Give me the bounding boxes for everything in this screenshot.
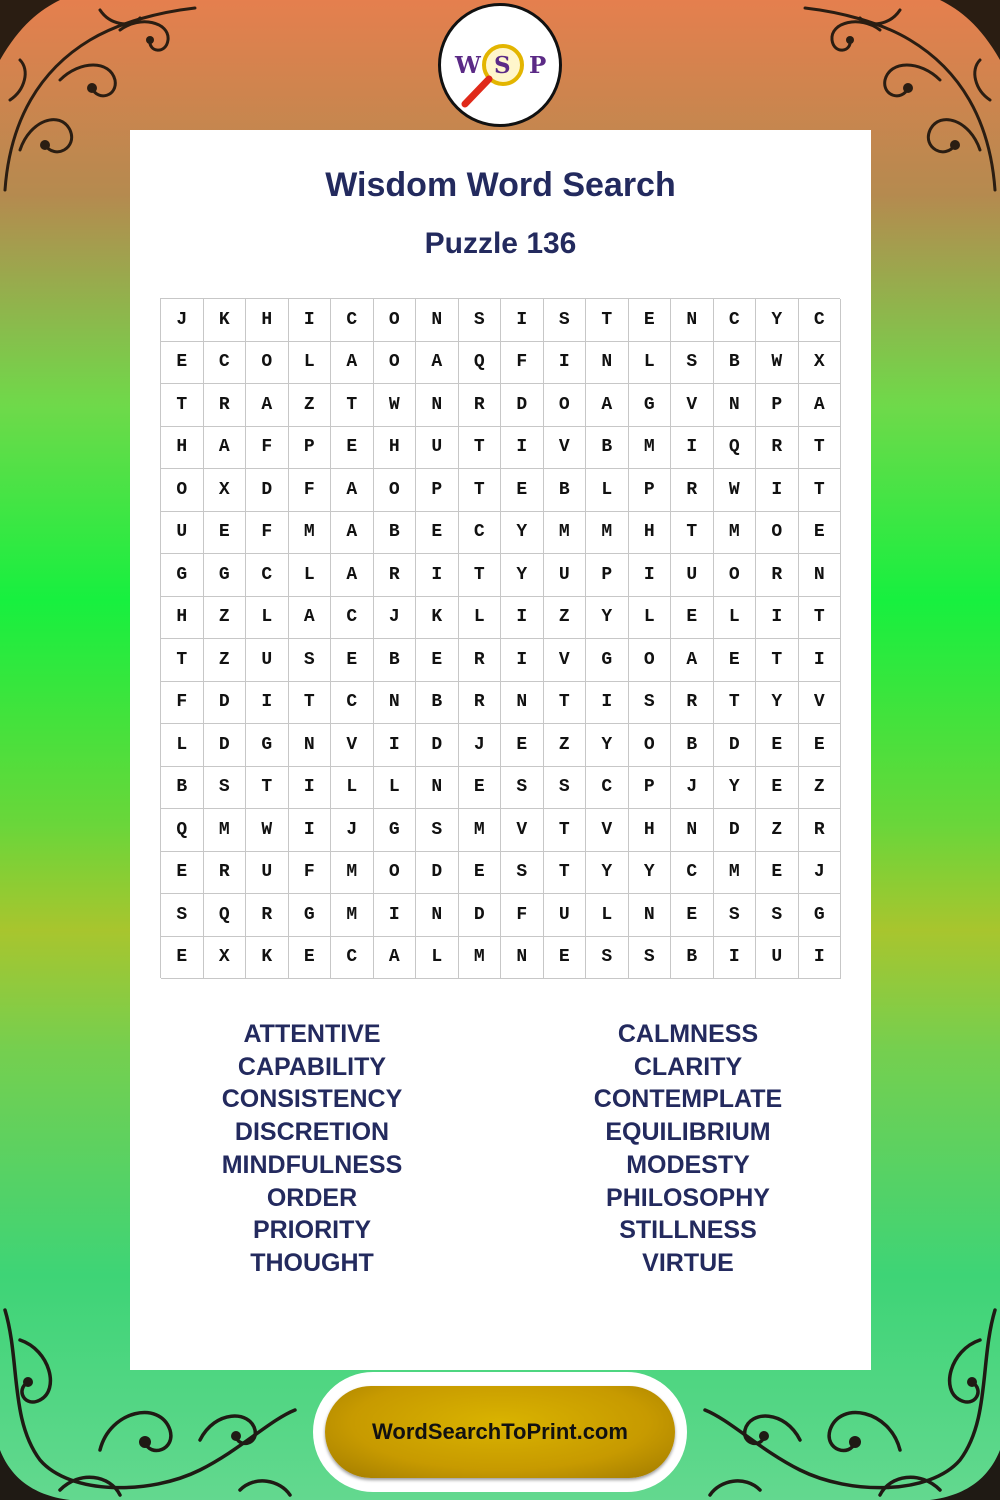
grid-cell[interactable]: L [629, 342, 672, 385]
grid-cell[interactable]: T [544, 682, 587, 725]
grid-cell[interactable]: O [629, 639, 672, 682]
grid-cell[interactable]: I [501, 299, 544, 342]
grid-cell[interactable]: S [501, 767, 544, 810]
grid-cell[interactable]: T [459, 427, 502, 470]
grid-cell[interactable]: N [416, 384, 459, 427]
grid-cell[interactable]: U [756, 937, 799, 980]
puzzle-sheet [130, 130, 871, 1370]
grid-cell[interactable]: V [586, 809, 629, 852]
grid-cell[interactable]: N [416, 299, 459, 342]
grid-cell[interactable]: A [331, 554, 374, 597]
word-list-left [162, 1018, 462, 1280]
grid-cell[interactable]: G [246, 724, 289, 767]
grid-cell[interactable]: D [416, 852, 459, 895]
website-button[interactable] [325, 1386, 675, 1478]
grid-cell[interactable]: R [459, 639, 502, 682]
grid-cell[interactable]: C [204, 342, 247, 385]
word-list-item: ATTENTIVE [243, 1020, 381, 1048]
grid-cell[interactable]: I [501, 639, 544, 682]
grid-cell[interactable]: E [161, 937, 204, 980]
grid-cell[interactable]: T [544, 852, 587, 895]
grid-cell[interactable]: S [501, 852, 544, 895]
grid-cell[interactable]: D [204, 724, 247, 767]
grid-cell[interactable]: A [374, 937, 417, 980]
grid-cell[interactable]: E [799, 512, 842, 555]
grid-cell[interactable]: A [204, 427, 247, 470]
grid-cell[interactable]: B [374, 512, 417, 555]
grid-cell[interactable]: S [544, 767, 587, 810]
grid-cell[interactable]: B [671, 724, 714, 767]
grid-cell[interactable]: E [501, 469, 544, 512]
grid-cell[interactable]: T [671, 512, 714, 555]
grid-cell[interactable]: N [671, 299, 714, 342]
grid-cell[interactable]: Q [459, 342, 502, 385]
grid-cell[interactable]: D [416, 724, 459, 767]
grid-cell[interactable]: S [629, 682, 672, 725]
grid-cell[interactable]: Q [714, 427, 757, 470]
grid-cell[interactable]: C [459, 512, 502, 555]
grid-cell[interactable]: J [799, 852, 842, 895]
word-list-item: MINDFULNESS [221, 1150, 403, 1179]
grid-cell[interactable]: J [331, 809, 374, 852]
grid-cell[interactable]: T [799, 427, 842, 470]
grid-cell[interactable]: U [671, 554, 714, 597]
grid-cell[interactable]: T [246, 767, 289, 810]
grid-cell[interactable]: C [331, 597, 374, 640]
grid-cell[interactable]: S [161, 894, 204, 937]
grid-cell[interactable]: R [671, 469, 714, 512]
grid-cell[interactable]: E [161, 852, 204, 895]
grid-cell[interactable]: E [204, 512, 247, 555]
grid-cell[interactable]: L [586, 469, 629, 512]
grid-cell[interactable]: T [714, 682, 757, 725]
grid-cell[interactable]: F [246, 512, 289, 555]
grid-cell[interactable]: Q [161, 809, 204, 852]
grid-cell[interactable]: S [289, 639, 332, 682]
grid-cell[interactable]: U [246, 852, 289, 895]
grid-cell[interactable]: T [586, 299, 629, 342]
grid-cell[interactable]: K [204, 299, 247, 342]
grid-cell[interactable]: E [671, 894, 714, 937]
grid-cell[interactable]: P [416, 469, 459, 512]
grid-cell[interactable]: N [586, 342, 629, 385]
grid-cell[interactable]: O [714, 554, 757, 597]
grid-cell[interactable]: G [161, 554, 204, 597]
grid-cell[interactable]: E [756, 767, 799, 810]
grid-cell[interactable]: X [799, 342, 842, 385]
grid-cell[interactable]: R [756, 427, 799, 470]
grid-cell[interactable]: R [246, 894, 289, 937]
grid-cell[interactable]: R [799, 809, 842, 852]
grid-cell[interactable]: I [289, 767, 332, 810]
grid-cell[interactable]: V [501, 809, 544, 852]
grid-cell[interactable]: S [671, 342, 714, 385]
grid-cell[interactable]: I [671, 427, 714, 470]
word-list-item: STILLNESS [619, 1216, 757, 1245]
grid-cell[interactable]: C [331, 299, 374, 342]
grid-cell[interactable]: H [374, 427, 417, 470]
grid-cell[interactable]: H [629, 512, 672, 555]
grid-cell[interactable]: H [246, 299, 289, 342]
grid-cell[interactable]: N [374, 682, 417, 725]
grid-cell[interactable]: B [544, 469, 587, 512]
grid-cell[interactable]: T [331, 384, 374, 427]
grid-cell[interactable]: I [799, 937, 842, 980]
grid-cell[interactable]: D [501, 384, 544, 427]
grid-cell[interactable]: T [161, 639, 204, 682]
grid-cell[interactable]: E [629, 299, 672, 342]
grid-cell[interactable]: I [629, 554, 672, 597]
grid-cell[interactable]: S [586, 937, 629, 980]
grid-cell[interactable]: E [416, 639, 459, 682]
logo-letter-s: S [494, 52, 511, 79]
grid-cell[interactable]: Y [501, 512, 544, 555]
grid-cell[interactable]: U [544, 554, 587, 597]
grid-cell[interactable]: I [246, 682, 289, 725]
grid-cell[interactable]: I [289, 299, 332, 342]
grid-cell[interactable]: Z [289, 384, 332, 427]
grid-cell[interactable]: Z [799, 767, 842, 810]
grid-cell[interactable]: S [756, 894, 799, 937]
grid-cell[interactable]: M [331, 894, 374, 937]
grid-cell[interactable]: W [246, 809, 289, 852]
website-link[interactable]: WordSearchToPrint.com [372, 1419, 628, 1444]
grid-cell[interactable]: E [799, 724, 842, 767]
grid-cell[interactable]: W [714, 469, 757, 512]
grid-cell[interactable]: O [544, 384, 587, 427]
grid-cell[interactable]: J [671, 767, 714, 810]
grid-cell[interactable]: E [459, 767, 502, 810]
grid-cell[interactable]: M [586, 512, 629, 555]
grid-cell[interactable]: I [714, 937, 757, 980]
grid-cell[interactable]: G [586, 639, 629, 682]
grid-cell[interactable]: R [459, 682, 502, 725]
grid-cell[interactable]: T [799, 469, 842, 512]
grid-cell[interactable]: N [416, 767, 459, 810]
grid-cell[interactable]: O [374, 299, 417, 342]
grid-cell[interactable]: F [289, 469, 332, 512]
grid-cell[interactable]: A [331, 512, 374, 555]
grid-cell[interactable]: A [671, 639, 714, 682]
grid-cell[interactable]: I [501, 427, 544, 470]
grid-cell[interactable]: G [799, 894, 842, 937]
grid-cell[interactable]: B [714, 342, 757, 385]
grid-cell[interactable]: O [374, 342, 417, 385]
grid-cell[interactable]: I [544, 342, 587, 385]
grid-cell[interactable]: D [246, 469, 289, 512]
grid-cell[interactable]: I [756, 597, 799, 640]
word-list-item: DISCRETION [234, 1118, 390, 1147]
grid-cell[interactable]: H [161, 597, 204, 640]
grid-cell[interactable]: L [629, 597, 672, 640]
grid-cell[interactable]: E [501, 724, 544, 767]
grid-cell[interactable]: M [714, 852, 757, 895]
grid-cell[interactable]: L [416, 937, 459, 980]
grid-cell[interactable]: D [714, 809, 757, 852]
grid-cell[interactable]: B [374, 639, 417, 682]
grid-cell[interactable]: E [671, 597, 714, 640]
grid-cell[interactable]: Z [756, 809, 799, 852]
grid-cell[interactable]: E [756, 852, 799, 895]
grid-cell[interactable]: D [714, 724, 757, 767]
grid-cell[interactable]: J [459, 724, 502, 767]
grid-cell[interactable]: F [246, 427, 289, 470]
grid-cell[interactable]: F [289, 852, 332, 895]
grid-cell[interactable]: S [544, 299, 587, 342]
grid-cell[interactable]: B [161, 767, 204, 810]
grid-cell[interactable]: E [714, 639, 757, 682]
grid-cell[interactable]: D [459, 894, 502, 937]
grid-cell[interactable]: E [756, 724, 799, 767]
grid-cell[interactable]: L [289, 342, 332, 385]
grid-cell[interactable]: A [799, 384, 842, 427]
grid-cell[interactable]: R [204, 852, 247, 895]
grid-cell[interactable]: M [714, 512, 757, 555]
grid-cell[interactable]: C [671, 852, 714, 895]
grid-cell[interactable]: Y [586, 597, 629, 640]
grid-cell[interactable]: I [586, 682, 629, 725]
grid-cell[interactable]: Z [204, 597, 247, 640]
grid-cell[interactable]: X [204, 937, 247, 980]
grid-cell[interactable]: G [289, 894, 332, 937]
grid-cell[interactable]: C [714, 299, 757, 342]
grid-cell[interactable]: T [799, 597, 842, 640]
grid-cell[interactable]: N [416, 894, 459, 937]
grid-cell[interactable]: P [586, 554, 629, 597]
grid-cell[interactable]: S [459, 299, 502, 342]
grid-cell[interactable]: S [204, 767, 247, 810]
grid-cell[interactable]: L [374, 767, 417, 810]
grid-cell[interactable]: G [629, 384, 672, 427]
grid-cell[interactable]: M [459, 809, 502, 852]
puzzle-number: Puzzle 136 [424, 227, 577, 260]
grid-cell[interactable]: Y [756, 299, 799, 342]
grid-cell[interactable]: E [544, 937, 587, 980]
grid-cell[interactable]: F [501, 894, 544, 937]
word-list-item: CONSISTENCY [221, 1085, 403, 1114]
grid-cell[interactable]: A [246, 384, 289, 427]
grid-cell[interactable]: V [671, 384, 714, 427]
grid-cell[interactable]: T [459, 469, 502, 512]
grid-cell[interactable]: V [799, 682, 842, 725]
grid-cell[interactable]: N [289, 724, 332, 767]
grid-cell[interactable]: Y [586, 852, 629, 895]
grid-cell[interactable]: J [374, 597, 417, 640]
grid-cell[interactable]: T [756, 639, 799, 682]
grid-cell[interactable]: G [204, 554, 247, 597]
word-list-item: CAPABILITY [237, 1052, 387, 1081]
grid-cell[interactable]: A [416, 342, 459, 385]
logo-letter-p: P [529, 52, 547, 79]
word-list-item: CLARITY [633, 1052, 743, 1081]
grid-cell[interactable]: G [374, 809, 417, 852]
grid-cell[interactable]: Y [714, 767, 757, 810]
grid-cell[interactable]: U [416, 427, 459, 470]
grid-cell[interactable]: L [714, 597, 757, 640]
word-list-item: PRIORITY [252, 1216, 372, 1245]
grid-cell[interactable]: Y [501, 554, 544, 597]
grid-cell[interactable]: P [629, 469, 672, 512]
grid-cell[interactable]: M [629, 427, 672, 470]
word-list-item: MODESTY [626, 1150, 750, 1179]
grid-cell[interactable]: F [161, 682, 204, 725]
grid-cell[interactable]: K [246, 937, 289, 980]
grid-cell[interactable]: L [331, 767, 374, 810]
grid-cell[interactable]: A [586, 384, 629, 427]
grid-cell[interactable]: Q [204, 894, 247, 937]
grid-cell[interactable]: R [204, 384, 247, 427]
word-list-item: CONTEMPLATE [593, 1085, 783, 1114]
grid-cell[interactable]: M [459, 937, 502, 980]
grid-cell[interactable]: B [586, 427, 629, 470]
grid-cell[interactable]: V [331, 724, 374, 767]
grid-cell[interactable]: I [289, 809, 332, 852]
grid-cell[interactable]: N [501, 937, 544, 980]
word-list-item: PHILOSOPHY [606, 1183, 770, 1212]
grid-cell[interactable]: X [204, 469, 247, 512]
footer-badge [313, 1372, 687, 1492]
grid-cell[interactable]: H [629, 809, 672, 852]
grid-cell[interactable]: P [629, 767, 672, 810]
grid-cell[interactable]: T [544, 809, 587, 852]
grid-cell[interactable]: M [544, 512, 587, 555]
grid-cell[interactable]: A [289, 597, 332, 640]
grid-cell[interactable]: N [501, 682, 544, 725]
grid-cell[interactable]: A [331, 342, 374, 385]
word-list-item: THOUGHT [250, 1248, 374, 1277]
grid-cell[interactable]: D [204, 682, 247, 725]
word-list-item: ORDER [266, 1183, 358, 1212]
grid-cell[interactable]: L [161, 724, 204, 767]
grid-cell[interactable]: E [459, 852, 502, 895]
grid-cell[interactable]: B [416, 682, 459, 725]
grid-cell[interactable]: O [161, 469, 204, 512]
grid-cell[interactable]: L [246, 597, 289, 640]
word-list-item: VIRTUE [642, 1248, 734, 1277]
grid-cell[interactable]: Y [756, 682, 799, 725]
grid-cell[interactable]: Z [544, 597, 587, 640]
grid-cell[interactable]: O [756, 512, 799, 555]
grid-cell[interactable]: T [459, 554, 502, 597]
grid-cell[interactable]: H [161, 427, 204, 470]
grid-cell[interactable]: I [374, 894, 417, 937]
grid-cell[interactable]: J [161, 299, 204, 342]
grid-cell[interactable]: O [629, 724, 672, 767]
grid-cell[interactable]: E [289, 937, 332, 980]
grid-cell[interactable]: O [374, 852, 417, 895]
grid-cell[interactable]: N [671, 809, 714, 852]
grid-cell[interactable]: A [331, 469, 374, 512]
grid-cell[interactable]: E [331, 639, 374, 682]
grid-cell[interactable]: E [416, 512, 459, 555]
grid-cell[interactable]: P [289, 427, 332, 470]
grid-cell[interactable]: K [416, 597, 459, 640]
grid-cell[interactable]: B [671, 937, 714, 980]
grid-cell[interactable]: O [374, 469, 417, 512]
grid-cell[interactable]: Y [586, 724, 629, 767]
grid-cell[interactable]: I [374, 724, 417, 767]
grid-cell[interactable]: S [629, 937, 672, 980]
grid-cell[interactable]: R [756, 554, 799, 597]
grid-cell[interactable]: T [289, 682, 332, 725]
grid-cell[interactable]: R [459, 384, 502, 427]
word-list-item: EQUILIBRIUM [605, 1118, 771, 1147]
grid-cell[interactable]: P [756, 384, 799, 427]
grid-cell[interactable]: M [204, 809, 247, 852]
grid-cell[interactable]: E [161, 342, 204, 385]
grid-cell[interactable]: U [246, 639, 289, 682]
grid-cell[interactable]: L [289, 554, 332, 597]
grid-cell[interactable]: N [714, 384, 757, 427]
grid-cell[interactable]: V [544, 427, 587, 470]
grid-cell[interactable]: S [714, 894, 757, 937]
letter-grid [160, 298, 840, 978]
grid-cell[interactable]: I [501, 597, 544, 640]
grid-cell[interactable]: R [671, 682, 714, 725]
grid-cell[interactable]: W [756, 342, 799, 385]
grid-cell[interactable]: R [374, 554, 417, 597]
grid-cell[interactable]: E [331, 427, 374, 470]
word-list-right [538, 1018, 838, 1280]
site-logo[interactable] [438, 3, 562, 127]
grid-cell[interactable]: U [161, 512, 204, 555]
grid-cell[interactable]: Y [629, 852, 672, 895]
grid-cell[interactable]: I [799, 639, 842, 682]
word-list-item: CALMNESS [617, 1020, 759, 1048]
grid-cell[interactable]: M [289, 512, 332, 555]
grid-cell[interactable]: C [331, 682, 374, 725]
grid-cell[interactable]: F [501, 342, 544, 385]
grid-cell[interactable]: Z [204, 639, 247, 682]
grid-cell[interactable]: I [416, 554, 459, 597]
grid-cell[interactable]: N [629, 894, 672, 937]
grid-cell[interactable]: N [799, 554, 842, 597]
grid-cell[interactable]: C [586, 767, 629, 810]
grid-cell[interactable]: Z [544, 724, 587, 767]
grid-cell[interactable]: I [756, 469, 799, 512]
grid-cell[interactable]: S [416, 809, 459, 852]
grid-cell[interactable]: C [246, 554, 289, 597]
grid-cell[interactable]: U [544, 894, 587, 937]
grid-cell[interactable]: M [331, 852, 374, 895]
grid-cell[interactable]: C [331, 937, 374, 980]
grid-cell[interactable]: L [459, 597, 502, 640]
grid-cell[interactable]: V [544, 639, 587, 682]
page-title: Wisdom Word Search [325, 166, 676, 204]
logo-letter-w: W [455, 52, 481, 79]
grid-cell[interactable]: L [586, 894, 629, 937]
grid-cell[interactable]: T [161, 384, 204, 427]
grid-cell[interactable]: W [374, 384, 417, 427]
grid-cell[interactable]: C [799, 299, 842, 342]
grid-cell[interactable]: O [246, 342, 289, 385]
